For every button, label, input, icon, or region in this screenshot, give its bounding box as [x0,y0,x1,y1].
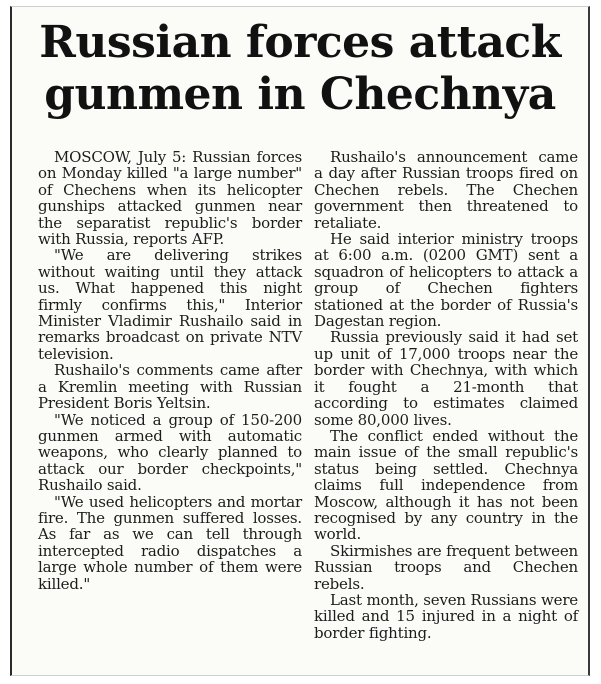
paragraph: Russia previously said it had set up unit of 17,000 troops near the border with Chechnya, with which it fought a 21-month that according to estimates claimed some 80,000 lives. [314,328,578,429]
left-column [38,149,302,641]
paragraph: "We noticed a group of 150-200 gunmen armed with automatic weapons, who clearly planned to attack our border checkpoints," Rushailo said. [38,410,302,495]
paragraph: He said interior ministry troops at 6:00 a.m. (0200 GMT) sent a squadron of helicopters to attack a group of Chechen fighters stationed at the border of Russia's Dagestan region. [314,230,578,331]
paragraph: MOSCOW, July 5: Russian forces on Monday killed "a large number" of Chechens when its helicopter gunships attacked gunmen near the separatist republic's border with Russia, reports AFP. [38,148,302,249]
headline-line-1: Russian forces attack [39,17,561,68]
paragraph: Last month, seven Russians were killed and 15 injured in a night of border fighting. [314,590,578,642]
paragraph: Rushailo's comments came after a Kremlin meeting with Russian President Boris Yeltsin. [38,361,302,413]
headline [12,7,588,121]
article-body [38,149,578,641]
paragraph: "We used helicopters and mortar fire. The gunmen suffered losses. As far as we can tell through intercepted radio dispatches a large whole number of them were killed." [38,492,302,593]
paragraph: Skirmishes are frequent between Russian troops and Chechen rebels. [314,541,578,593]
newspaper-clipping [10,6,590,676]
paragraph: Rushailo's announcement came a day after Russian troops fired on Chechen rebels. The Chechen government then threatened to retaliate. [314,148,578,232]
headline-line-2: gunmen in Chechnya [44,69,556,120]
paragraph: The conflict ended without the main issue of the small republic's status being settled. Chechnya claims full independence from Moscow, although it has not been recognised by any country in the world. [314,426,578,544]
paragraph: "We are delivering strikes without waiting until they attack us. What happened this night firmly confirms this," Interior Minister Vladimir Rushailo said in remarks broadcast on private NTV television. [38,246,302,363]
right-column [314,149,578,641]
